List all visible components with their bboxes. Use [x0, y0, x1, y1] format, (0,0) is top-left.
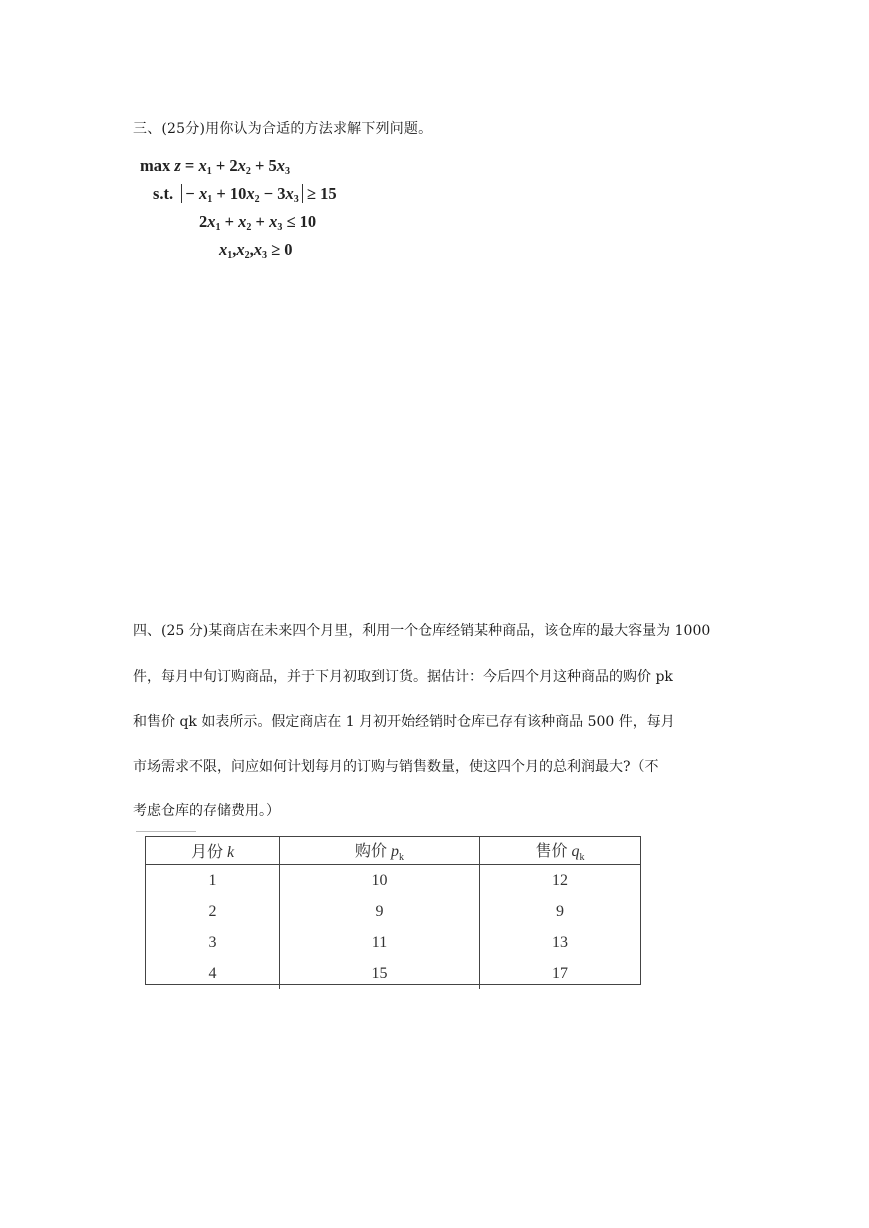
table-row	[146, 958, 640, 989]
cell-month: 4	[208, 964, 217, 982]
q4-line-4: 市场需求不限，问应如何计划每月的订购与销售数量，使这四个月的总利润最大?（不	[133, 759, 659, 775]
table-header-row	[146, 837, 640, 865]
constraint-2: $2x_1 + x_2 + x_3 \le 10$	[199, 212, 317, 233]
q4-line-2: 件，每月中旬订购商品，并于下月初取到订货。据估计：今后四个月这种商品的购价 pk	[133, 669, 673, 685]
cell-purchase-price: 10	[280, 865, 480, 897]
cell-sale-price: 9	[480, 896, 641, 927]
header-purchase-price: 购价 $p_k$	[280, 837, 480, 865]
header-sale-price: 售价 $q_k$	[480, 837, 641, 865]
nonneg-constraint: $x_1,x_2,x_3 \ge 0$	[219, 240, 293, 261]
q4-line-5: 考虑仓库的存储费用。）	[133, 803, 280, 819]
cell-sale-price: 12	[480, 865, 641, 897]
price-table	[145, 836, 641, 985]
cell-month: 1	[208, 871, 217, 889]
cell-month: 3	[208, 933, 217, 951]
cell-sale-price: 13	[480, 927, 641, 958]
header-month: 月份 k	[146, 837, 280, 865]
constraint-1: s.t. − $x_1 + 10x_2 - 3x_3 \ge 15$	[153, 184, 337, 205]
q3-heading: 三、(25分)用你认为合适的方法求解下列问题。	[133, 121, 433, 137]
q4-line-1: 四、(25 分)某商店在未来四个月里，利用一个仓库经销某种商品，该仓库的最大容量为 1000	[133, 623, 711, 639]
cell-purchase-price: 9	[280, 896, 480, 927]
cell-purchase-price: 15	[280, 958, 480, 989]
table-row	[146, 927, 640, 958]
table-row	[146, 896, 640, 927]
cell-purchase-price: 11	[280, 927, 480, 958]
table-row	[146, 865, 640, 897]
cell-month: 2	[208, 902, 217, 920]
q4-line-3: 和售价 qk 如表所示。假定商店在 1 月初开始经销时仓库已存有该种商品 500 件，每月	[133, 714, 675, 730]
cell-sale-price: 17	[480, 958, 641, 989]
objective-line: $\max z = x_1 + 2x_2 + 5x_3$	[140, 156, 291, 177]
